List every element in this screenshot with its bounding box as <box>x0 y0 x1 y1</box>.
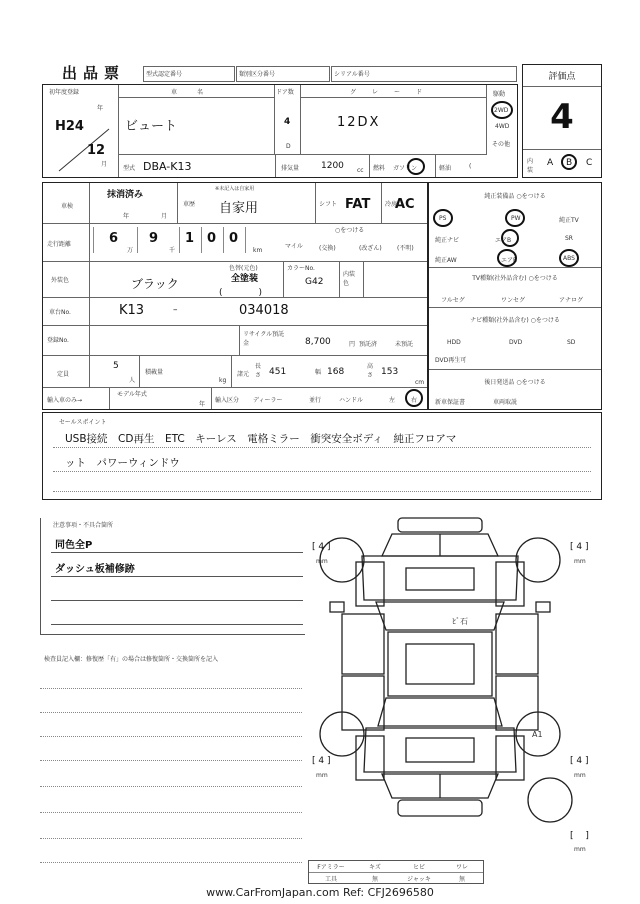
first-reg-year: H24 <box>55 119 84 134</box>
dealer-option: ディーラー <box>253 397 283 404</box>
model-label: 型式 <box>123 165 136 172</box>
tire-fl-value: 4 <box>318 542 325 552</box>
class-label: 類別区分番号 <box>239 71 276 78</box>
handle-label: ハンドル <box>339 397 364 404</box>
drive-other: その他 <box>492 141 511 148</box>
tire-rl-mm: mm <box>316 772 328 779</box>
tire-rr-mm: mm <box>574 772 586 779</box>
fuel-circle <box>407 158 425 175</box>
extra-manual: 車両取説 <box>493 399 518 406</box>
displacement-value: 1200 <box>321 161 344 171</box>
extra-warranty: 新車保証書 <box>435 399 466 406</box>
exterior-color-value: ブラック <box>131 277 179 291</box>
model-year-label: モデル年式 <box>117 391 147 398</box>
left-handle: 左 <box>389 397 396 404</box>
mileage-digit: 6 <box>109 231 119 246</box>
sales-point-label: セールスポイント <box>59 419 107 426</box>
shift-label: シフト <box>319 201 338 208</box>
first-registration <box>43 85 119 177</box>
mileage-digits <box>93 227 289 257</box>
drive-label: 駆動 <box>493 91 506 98</box>
vehicle-identity-section <box>42 84 518 178</box>
km-unit: km <box>253 247 263 254</box>
class-field <box>236 66 330 82</box>
doors-field <box>275 85 301 155</box>
notes-line-2: ダッシュ板補修跡 <box>55 564 135 575</box>
regno-label: 登録No. <box>47 337 69 344</box>
door-unit: D <box>286 143 291 150</box>
unknown-option: (不明) <box>397 245 414 252</box>
option-ps: PS <box>439 215 447 222</box>
height-label: 高さ <box>367 363 374 379</box>
options-section <box>428 182 602 410</box>
fuel-value: ガソリン <box>393 165 418 172</box>
option-ps-circle <box>433 209 453 227</box>
sales-point-section <box>42 412 602 500</box>
tire-fl-depth: [ 4 ] <box>312 542 331 552</box>
score-label: 評価点 <box>523 69 601 87</box>
option-navi: 純正ナビ <box>435 237 460 244</box>
option-sr: SR <box>565 235 573 242</box>
notes-label: 注意事項・不具合箇所 <box>53 522 114 529</box>
usage-note: ※未記入は自家用 <box>215 186 255 192</box>
dvd-playable: DVD再生可 <box>435 357 467 364</box>
interior-label: 内装 <box>527 158 534 174</box>
modified-option: (改ざん) <box>359 245 382 252</box>
kg-unit: kg <box>219 377 227 384</box>
legend-cell: 工具 <box>324 876 337 883</box>
option-airbag-2: エアB <box>501 257 518 264</box>
length-label: 長さ <box>255 363 262 379</box>
cm-unit: cm <box>415 379 425 386</box>
legend-cell: ワレ <box>455 864 468 871</box>
drive-field <box>489 85 517 155</box>
mile-label: マイル <box>285 243 303 250</box>
car-damage-diagram <box>306 510 606 860</box>
car-name-label: 車名 <box>170 89 223 96</box>
recycle-paid: 預託済 <box>359 341 378 348</box>
tv-analog: アナログ <box>559 297 584 304</box>
option-pw: PW <box>511 215 521 222</box>
color-change-value: 全塗装 <box>231 274 259 284</box>
navi-sd: SD <box>567 339 576 346</box>
legend-cell: Fアミラー <box>317 864 345 871</box>
exchanged-option: (交換) <box>319 245 336 252</box>
option-pw-circle <box>505 209 525 227</box>
shift-value: FAT <box>345 197 371 212</box>
ac-label: 冷房 <box>385 201 398 208</box>
legend-table <box>308 860 484 884</box>
chassis-label: 車台No. <box>49 309 71 316</box>
chassis-dash: – <box>173 305 178 315</box>
option-abs-circle <box>559 249 579 267</box>
recycle-yen: 円 <box>349 341 356 348</box>
ac-value: AC <box>395 197 415 212</box>
tire-spare-mm: mm <box>574 846 586 853</box>
option-abs: ABS <box>563 255 575 262</box>
width-value: 168 <box>327 367 345 377</box>
tv-fullseg: フルセグ <box>441 297 465 304</box>
light-oil-paren: ( <box>469 163 472 170</box>
import-label: 輸入車のみ→ <box>47 397 83 404</box>
recycle-amount: 8,700 <box>305 337 331 347</box>
exterior-label: 外装色 <box>51 277 70 284</box>
score-value: 4 <box>550 97 574 137</box>
grade-label: グレード <box>349 89 438 96</box>
capacity-value: 5 <box>113 361 119 371</box>
grade-field <box>301 85 487 155</box>
model-value: DBA-K13 <box>143 160 192 173</box>
tire-fr-value: 4 <box>576 542 583 552</box>
page-title: 出品票 <box>62 64 126 82</box>
doors-label: ドア数 <box>276 89 294 96</box>
tire-rl-depth: [ 4 ] <box>312 756 331 766</box>
inspection-month-unit: 月 <box>161 213 168 220</box>
mileage-digit: 0 <box>229 231 239 246</box>
displacement-label: 排気量 <box>281 165 300 172</box>
option-airbag-circle <box>501 229 519 247</box>
tire-rr-value: 4 <box>576 756 583 766</box>
mileage-digit: 9 <box>149 231 159 246</box>
score-box <box>522 64 602 178</box>
interior-grade <box>523 149 601 178</box>
exchanged-label: 交換 <box>321 245 334 252</box>
type-cert-field <box>143 66 235 82</box>
legend-cell: ジャッキ <box>407 876 431 883</box>
serial-label: シリアル番号 <box>334 71 370 78</box>
wheel-damage-mark: A1 <box>532 730 543 739</box>
dims-label: 諸元 <box>237 371 250 378</box>
drive-2wd: 2WD <box>494 107 509 114</box>
doors-value: 4 <box>284 117 291 127</box>
first-reg-month: 12 <box>87 143 106 158</box>
legend-cell: キズ <box>369 864 381 871</box>
year-unit: 年 <box>97 105 104 112</box>
drive-4wd: 4WD <box>495 123 510 130</box>
interior-c: C <box>586 158 593 168</box>
serial-field <box>331 66 517 82</box>
sen-unit: 千 <box>169 247 176 254</box>
legend-cell: 無 <box>458 876 465 883</box>
modified-label: 改ざん <box>361 245 380 252</box>
extras-title: 後日発送品 ○をつける <box>484 379 546 386</box>
parallel-option: 並行 <box>309 397 322 404</box>
fuel-label: 燃料 <box>373 165 386 172</box>
inspection-label: 車検 <box>61 203 74 210</box>
notes-line-1: 同色全P <box>55 540 93 551</box>
mileage-digit: 1 <box>185 231 195 246</box>
usage-label: 車歴 <box>183 201 196 208</box>
tire-fl-mm: mm <box>316 558 328 565</box>
color-change-parens: ( ) <box>219 288 263 298</box>
option-airbag: エアB <box>495 237 512 244</box>
option-tv: 純正TV <box>559 217 579 224</box>
type-cert-label: 型式認定番号 <box>146 71 183 78</box>
grade-value: 12DX <box>337 115 381 130</box>
option-airbag-2-circle <box>497 249 517 267</box>
usage-value: 自家用 <box>219 201 259 216</box>
roof-damage-mark: ﾋﾞ石 <box>452 617 468 626</box>
tv-type-title: TV種類(社外品含む) ○をつける <box>472 275 558 282</box>
navi-type-title: ナビ種類(社外品含む) ○をつける <box>470 317 560 324</box>
drive-2wd-circle <box>491 101 513 119</box>
legend-cell: ヒビ <box>412 864 425 871</box>
recycle-label: リサイクル預託金 <box>243 331 285 347</box>
first-reg-label: 初年度登録 <box>49 89 80 96</box>
interior-b-circle <box>561 154 577 170</box>
notes-section <box>40 518 305 635</box>
options-title: 純正装備品 ○をつける <box>484 193 546 200</box>
capacity-unit: 人 <box>129 377 136 384</box>
tire-spare-depth: [ ] <box>570 831 589 841</box>
navi-hdd: HDD <box>447 339 461 346</box>
chassis-prefix: K13 <box>119 303 145 318</box>
footer-reference: www.CarFromJapan.com Ref: CFJ2696580 <box>206 886 434 899</box>
interior-a: A <box>547 158 554 168</box>
mileage-digit: 0 <box>207 231 217 246</box>
car-name-value: ビュート <box>125 119 178 134</box>
interior-color-label: 内装色 <box>343 271 356 287</box>
color-no-value: G42 <box>305 277 324 287</box>
mileage-label: 走行距離 <box>47 241 72 248</box>
model-year-unit: 年 <box>199 401 206 408</box>
recycle-unpaid: 未預託 <box>395 341 414 348</box>
inspector-label: 検査員記入欄：修復歴「有」の場合は修復箇所・交換箇所を記入 <box>44 656 219 663</box>
right-handle-circle <box>405 389 423 407</box>
vehicle-specs-section <box>42 182 428 410</box>
unknown-label: 不明 <box>399 245 412 252</box>
right-handle: 右 <box>411 397 418 404</box>
inspection-year-unit: 年 <box>123 213 130 220</box>
navi-dvd: DVD <box>509 339 523 346</box>
capacity-label: 定員 <box>57 371 70 378</box>
cc-unit: cc <box>357 167 364 174</box>
option-aw: 純正AW <box>435 257 457 264</box>
tv-oneseg: ワンセグ <box>501 297 526 304</box>
man-unit: 万 <box>127 247 134 254</box>
load-label: 積載量 <box>145 369 164 376</box>
car-name-field <box>119 85 275 155</box>
sales-point-line-1: USB接続 CD再生 ETC キーレス 電格ミラー 衝突安全ボディ 純正フロアマ <box>65 433 457 445</box>
color-change-label: 色替(元色) <box>229 265 258 272</box>
tire-rr-depth: [ 4 ] <box>570 756 589 766</box>
inspection-value: 抹消済み <box>107 190 144 200</box>
sales-point-line-2: ット パワーウィンドウ <box>65 457 180 469</box>
tire-rl-value: 4 <box>318 756 325 766</box>
import-class-label: 輸入区分 <box>215 397 240 404</box>
interior-b: B <box>566 158 573 168</box>
length-value: 451 <box>269 367 287 377</box>
chassis-number: 034018 <box>239 303 289 318</box>
circle-note: ○をつける <box>335 227 365 234</box>
legend-cell: 無 <box>371 876 378 883</box>
color-no-label: カラーNo. <box>287 265 315 272</box>
month-unit: 月 <box>101 161 108 168</box>
tire-fr-depth: [ 4 ] <box>570 542 589 552</box>
height-value: 153 <box>381 367 399 377</box>
light-oil-label: 軽油 <box>439 165 452 172</box>
tire-fr-mm: mm <box>574 558 586 565</box>
width-label: 幅 <box>315 369 322 376</box>
